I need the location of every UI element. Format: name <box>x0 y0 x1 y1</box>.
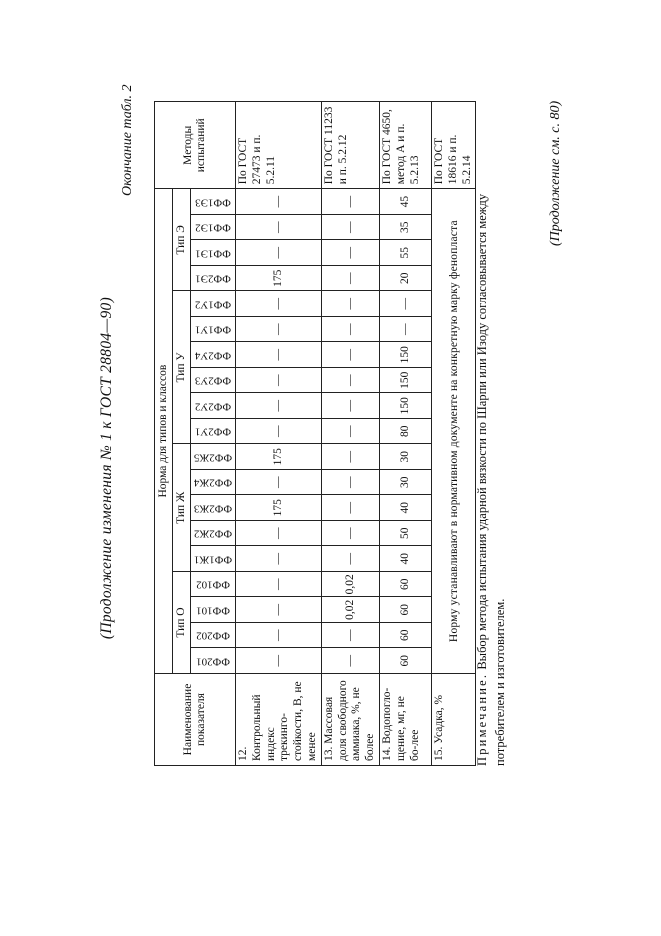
norm-value-cell: — <box>321 495 379 521</box>
norm-value-cell: 80 <box>379 419 431 445</box>
norm-value-cell: 175 <box>236 444 322 470</box>
note-text: Выбор метода испытания ударной вязкости по Шарпи или Изоду согласовывается между потребителем и изготовителем. <box>475 193 507 766</box>
norm-value-cell: — <box>236 215 322 241</box>
group-header: Тип Э <box>173 189 191 291</box>
norm-value-cell: 45 <box>379 189 431 215</box>
norm-value-cell: 150 <box>379 368 431 394</box>
class-label: ФФ2Э1 <box>195 272 231 285</box>
test-method: По ГОСТ 4650, метод А и п. 5.2.13 <box>379 102 431 189</box>
norm-value-cell: — <box>236 597 322 623</box>
indicator-name: 15. Усадка, % <box>431 674 475 766</box>
class-header <box>191 572 236 598</box>
class-label: ФФ1Э3 <box>195 195 231 208</box>
page-header: (Продолжение изменения № 1 к ГОСТ 28804—90) <box>98 296 115 640</box>
note-lead: Примечание. <box>475 672 489 766</box>
norm-value-cell: — <box>321 444 379 470</box>
class-label: ФФ2У3 <box>194 374 232 387</box>
class-label: ФФ101 <box>196 604 230 617</box>
norm-value-cell: — <box>321 368 379 394</box>
class-header <box>191 521 236 547</box>
norm-value-cell: — <box>379 291 431 317</box>
norm-value-cell: — <box>321 342 379 368</box>
class-header <box>191 470 236 496</box>
class-label: ФФ2У1 <box>194 425 232 438</box>
class-header <box>191 342 236 368</box>
norm-value-cell: 40 <box>379 495 431 521</box>
table-row <box>379 102 431 766</box>
norm-value-cell: 35 <box>379 215 431 241</box>
norm-value-cell: 20 <box>379 266 431 292</box>
norm-value-cell: 0,02 <box>321 597 379 623</box>
class-header <box>191 189 236 215</box>
class-header <box>191 444 236 470</box>
norm-value-cell: — <box>321 546 379 572</box>
class-label: ФФ1Ж1 <box>193 553 233 566</box>
norm-value-cell: 60 <box>379 597 431 623</box>
norm-value-cell: 40 <box>379 546 431 572</box>
class-label: ФФ2У2 <box>194 400 232 413</box>
table-row <box>431 102 475 766</box>
class-label: ФФ2Ж3 <box>193 502 233 515</box>
norm-value-cell: — <box>379 317 431 343</box>
norm-value-cell: — <box>236 521 322 547</box>
group-header: Тип У <box>173 291 191 444</box>
norm-value-cell: 50 <box>379 521 431 547</box>
norm-value-cell: 0,02 <box>321 572 379 598</box>
norm-value-cell: — <box>236 572 322 598</box>
indicator-name: 12. Контрольный индекс трекинго-стойкости, В, не менее <box>236 674 322 766</box>
class-label: ФФ2Ж2 <box>193 527 233 540</box>
norm-value-cell: — <box>321 215 379 241</box>
norm-value-cell: — <box>321 419 379 445</box>
class-label: ФФ202 <box>196 629 230 642</box>
norm-value-cell: — <box>236 317 322 343</box>
test-method: По ГОСТ 27473 и п. 5.2.11 <box>236 102 322 189</box>
norms-table <box>154 101 476 766</box>
class-header <box>191 623 236 649</box>
class-label: ФФ1Э1 <box>195 247 231 260</box>
table-caption: Окончание табл. 2 <box>120 84 135 196</box>
norm-value-cell: — <box>236 240 322 266</box>
class-label: ФФ2У4 <box>194 349 232 362</box>
group-header: Тип Ж <box>173 444 191 572</box>
table-note <box>474 166 509 766</box>
norm-value-cell: 175 <box>236 266 322 292</box>
norm-value-cell: — <box>321 291 379 317</box>
indicator-name: 13. Массовая доля свободного аммиака, %, не более <box>321 674 379 766</box>
norm-value-cell: 30 <box>379 470 431 496</box>
class-header <box>191 240 236 266</box>
norm-value-cell: — <box>321 521 379 547</box>
norm-value-cell: — <box>236 470 322 496</box>
class-header <box>191 317 236 343</box>
norm-note-cell: Норму устанавливают в нормативном документе на конкретную марку фенопласта <box>431 189 475 674</box>
col-name-header: Наименование показателя <box>155 674 236 766</box>
class-header <box>191 495 236 521</box>
norm-value-cell: — <box>236 368 322 394</box>
test-method: По ГОСТ 11233 и п. 5.2.12 <box>321 102 379 189</box>
norm-value-cell: — <box>236 189 322 215</box>
norm-value-cell: — <box>236 546 322 572</box>
norm-value-cell: — <box>321 189 379 215</box>
class-header <box>191 648 236 674</box>
test-method: По ГОСТ 18616 и п. 5.2.14 <box>431 102 475 189</box>
norm-value-cell: — <box>321 470 379 496</box>
norm-value-cell: 60 <box>379 572 431 598</box>
class-header <box>191 215 236 241</box>
norm-value-cell: 150 <box>379 393 431 419</box>
continuation-note: (Продолжение см. с. 80) <box>548 100 563 246</box>
class-header <box>191 546 236 572</box>
class-header <box>191 419 236 445</box>
table-row <box>321 102 379 766</box>
norm-value-cell: — <box>321 648 379 674</box>
class-label: ФФ1У1 <box>194 323 232 336</box>
norm-value-cell: — <box>236 393 322 419</box>
class-header <box>191 368 236 394</box>
col-method-header: Методы испытаний <box>155 102 236 189</box>
norm-value-cell: — <box>236 291 322 317</box>
class-header <box>191 597 236 623</box>
col-norm-header: Норма для типов и классов <box>155 189 173 674</box>
norm-value-cell: — <box>321 623 379 649</box>
class-label: ФФ1У2 <box>194 298 232 311</box>
class-header <box>191 393 236 419</box>
norm-value-cell: 175 <box>236 495 322 521</box>
norm-value-cell: — <box>321 317 379 343</box>
norm-value-cell: — <box>236 342 322 368</box>
class-label: ФФ201 <box>196 655 230 668</box>
norm-value-cell: — <box>236 648 322 674</box>
norm-value-cell: 55 <box>379 240 431 266</box>
indicator-name: 14. Водопогло-щение, мг, не бо-лее <box>379 674 431 766</box>
norm-value-cell: 30 <box>379 444 431 470</box>
norm-value-cell: 60 <box>379 648 431 674</box>
norm-value-cell: 60 <box>379 623 431 649</box>
norm-value-cell: 150 <box>379 342 431 368</box>
class-label: ФФ2Ж5 <box>193 451 233 464</box>
class-label: ФФ1Э2 <box>195 221 231 234</box>
norm-value-cell: — <box>321 266 379 292</box>
class-header <box>191 266 236 292</box>
norm-value-cell: — <box>321 393 379 419</box>
class-label: ФФ102 <box>196 578 230 591</box>
norm-value-cell: — <box>236 623 322 649</box>
norm-value-cell: — <box>321 240 379 266</box>
class-header <box>191 291 236 317</box>
norm-value-cell: — <box>236 419 322 445</box>
group-header: Тип О <box>173 572 191 674</box>
table-row <box>236 102 322 766</box>
class-label: ФФ2Ж4 <box>193 476 233 489</box>
